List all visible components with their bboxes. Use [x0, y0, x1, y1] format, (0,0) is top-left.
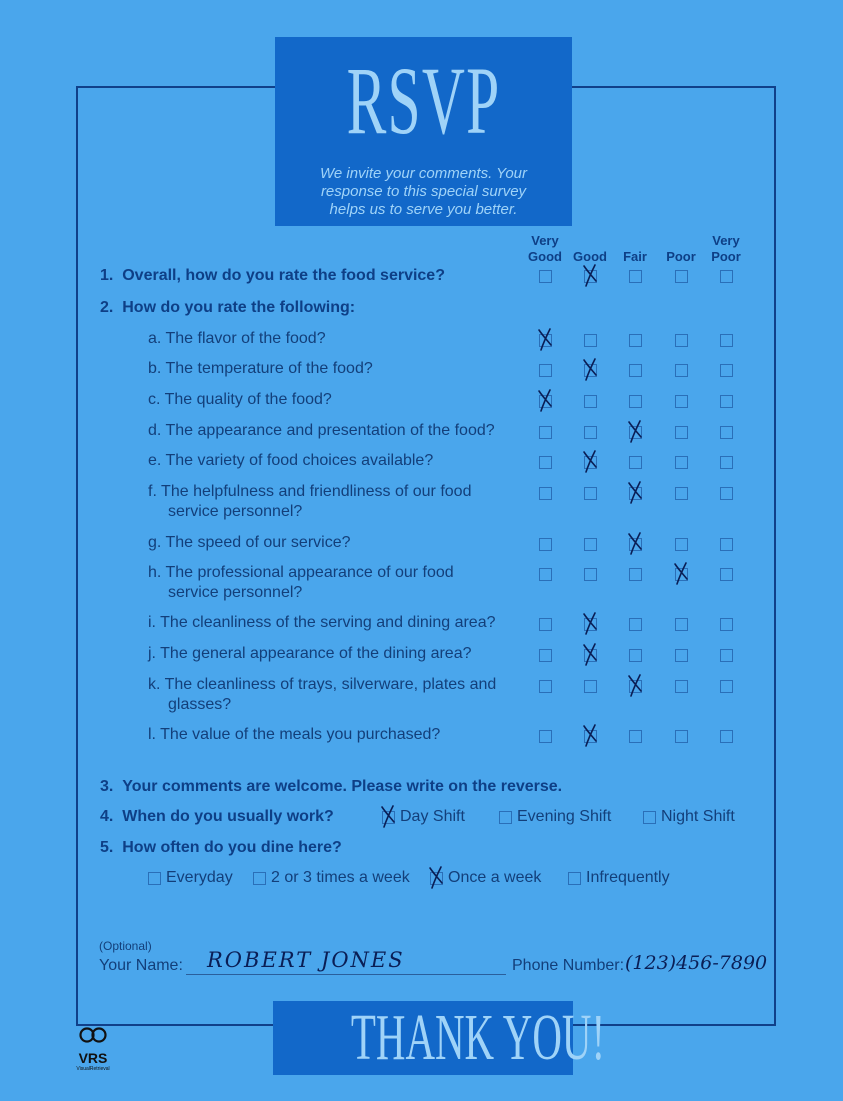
question-2: 2. How do you rate the following:: [100, 299, 356, 316]
sub-question: [148, 533, 351, 553]
sub-question-text: g. The speed of our service?: [148, 534, 351, 551]
column-header-line: [568, 233, 612, 249]
rating-checkbox[interactable]: [720, 426, 733, 439]
rating-column-header: [613, 233, 657, 265]
name-line: [186, 974, 506, 975]
rating-checkbox[interactable]: [584, 568, 597, 581]
option-checkbox[interactable]: [148, 872, 161, 885]
logo-tagline: VisualRetrieval: [76, 1066, 110, 1072]
x-check-mark: [580, 722, 600, 748]
sub-question: [148, 390, 332, 410]
option-label: Evening Shift: [517, 808, 612, 825]
x-check-mark: [625, 479, 645, 505]
sub-question: [148, 451, 433, 471]
rating-checkbox[interactable]: [720, 270, 733, 283]
rating-checkbox[interactable]: [539, 618, 552, 631]
sub-question-text: c. The quality of the food?: [148, 391, 332, 408]
rating-checkbox[interactable]: [629, 334, 642, 347]
rating-checkbox[interactable]: [629, 270, 642, 283]
rating-checkbox[interactable]: [675, 538, 688, 551]
optional-label: (Optional): [99, 939, 152, 953]
option-label: Day Shift: [400, 808, 465, 825]
rating-checkbox[interactable]: [539, 270, 552, 283]
sub-question-text: service personnel?: [168, 584, 303, 601]
rating-checkbox[interactable]: [584, 395, 597, 408]
sub-question: [148, 329, 326, 349]
rating-checkbox[interactable]: [720, 334, 733, 347]
rating-checkbox[interactable]: [675, 649, 688, 662]
rating-checkbox[interactable]: [720, 364, 733, 377]
sub-question-text: j. The general appearance of the dining area?: [148, 645, 472, 662]
rating-checkbox[interactable]: [629, 456, 642, 469]
question-5: 5. How often do you dine here?: [100, 839, 342, 856]
rating-checkbox[interactable]: [539, 568, 552, 581]
rating-checkbox[interactable]: [584, 538, 597, 551]
sub-question: [148, 613, 495, 633]
sub-question-text: glasses?: [168, 696, 232, 713]
sub-question: [148, 421, 495, 441]
option-label: Everyday: [166, 869, 233, 886]
sub-question: [148, 725, 440, 745]
vrs-logo: [70, 1027, 116, 1073]
rating-checkbox[interactable]: [584, 680, 597, 693]
rating-checkbox[interactable]: [675, 680, 688, 693]
question-1: 1. Overall, how do you rate the food service?: [100, 267, 445, 284]
rating-checkbox[interactable]: [629, 364, 642, 377]
rating-checkbox[interactable]: [539, 364, 552, 377]
rating-checkbox[interactable]: [629, 568, 642, 581]
rating-checkbox[interactable]: [675, 364, 688, 377]
sub-question-text: service personnel?: [168, 503, 303, 520]
x-check-mark: [671, 560, 691, 586]
phone-label: Phone Number:: [512, 957, 625, 974]
rating-checkbox[interactable]: [720, 487, 733, 500]
rating-checkbox[interactable]: [539, 538, 552, 551]
rating-checkbox[interactable]: [675, 618, 688, 631]
rating-checkbox[interactable]: [584, 487, 597, 500]
rating-checkbox[interactable]: [539, 456, 552, 469]
rating-checkbox[interactable]: [720, 730, 733, 743]
rating-checkbox[interactable]: [720, 649, 733, 662]
rsvp-banner: [275, 37, 572, 226]
rating-checkbox[interactable]: [720, 680, 733, 693]
subtitle-line: response to this special survey: [320, 183, 527, 200]
x-check-mark: [580, 356, 600, 382]
sub-question-text: i. The cleanliness of the serving and dining area?: [148, 614, 496, 631]
option-checkbox[interactable]: [499, 811, 512, 824]
x-check-mark: [625, 530, 645, 556]
rating-checkbox[interactable]: [675, 270, 688, 283]
sub-question-text: b. The temperature of the food?: [148, 360, 373, 377]
x-check-mark: [625, 418, 645, 444]
x-check-mark: [426, 864, 446, 890]
rating-checkbox[interactable]: [539, 680, 552, 693]
sub-question-text: f. The helpfulness and friendliness of our food: [148, 483, 472, 500]
option-checkbox[interactable]: [643, 811, 656, 824]
column-header-line: Very: [712, 233, 740, 248]
sub-question: [148, 563, 454, 603]
rating-column-header: [704, 233, 748, 265]
form-subtitle: [275, 165, 572, 219]
column-header-line: [659, 233, 703, 249]
option-checkbox[interactable]: [253, 872, 266, 885]
subtitle-line: helps us to serve you better.: [329, 201, 518, 218]
rating-checkbox[interactable]: [675, 334, 688, 347]
rating-checkbox[interactable]: [675, 456, 688, 469]
rating-checkbox[interactable]: [720, 395, 733, 408]
x-check-mark: [580, 641, 600, 667]
rating-checkbox[interactable]: [584, 426, 597, 439]
form-title: RSVP: [346, 47, 501, 154]
x-check-mark: [378, 803, 398, 829]
sub-question: [148, 482, 471, 522]
rating-column-header: [523, 233, 567, 265]
sub-question-text: a. The flavor of the food?: [148, 330, 326, 347]
phone-field[interactable]: (123)456-7890: [625, 952, 768, 974]
column-header-line: Very: [531, 233, 559, 248]
rating-column-header: [568, 233, 612, 265]
option-label: Infrequently: [586, 869, 670, 886]
rating-checkbox[interactable]: [629, 649, 642, 662]
question-4: 4. When do you usually work?: [100, 808, 334, 825]
rating-checkbox[interactable]: [629, 618, 642, 631]
name-field[interactable]: ROBERT JONES: [207, 948, 405, 972]
rating-checkbox[interactable]: [539, 487, 552, 500]
sub-question: [148, 675, 496, 715]
name-label: Your Name:: [99, 957, 183, 974]
rating-checkbox[interactable]: [629, 730, 642, 743]
rating-checkbox[interactable]: [720, 456, 733, 469]
sub-question-text: e. The variety of food choices available?: [148, 452, 434, 469]
sub-question-text: h. The professional appearance of our food: [148, 564, 454, 581]
x-check-mark: [535, 387, 555, 413]
option-checkbox[interactable]: [568, 872, 581, 885]
rating-checkbox[interactable]: [720, 568, 733, 581]
rating-checkbox[interactable]: [675, 395, 688, 408]
sub-question-text: l. The value of the meals you purchased?: [148, 726, 441, 743]
option-label: Once a week: [448, 869, 542, 886]
rating-checkbox[interactable]: [584, 334, 597, 347]
rating-checkbox[interactable]: [675, 426, 688, 439]
rating-checkbox[interactable]: [720, 618, 733, 631]
column-header-line: [613, 233, 657, 249]
thank-you-banner: [273, 1001, 606, 1075]
option-label: Night Shift: [661, 808, 735, 825]
column-header-line: Good: [528, 249, 562, 264]
x-check-mark: [580, 448, 600, 474]
sub-question-text: k. The cleanliness of trays, silverware, plates and: [148, 676, 497, 693]
logo-text: VRS: [78, 1050, 108, 1066]
rings-icon: [78, 1027, 108, 1043]
x-check-mark: [580, 262, 600, 288]
column-header-line: Good: [573, 249, 607, 264]
question-3: 3. Your comments are welcome. Please write on the reverse.: [100, 778, 563, 795]
sub-question: [148, 359, 373, 379]
subtitle-line: We invite your comments. Your: [319, 165, 528, 182]
sub-question: [148, 644, 472, 664]
rating-checkbox[interactable]: [539, 730, 552, 743]
sub-question-text: d. The appearance and presentation of the food?: [148, 422, 495, 439]
rating-checkbox[interactable]: [675, 487, 688, 500]
column-header-line: Fair: [623, 249, 647, 264]
rating-checkbox[interactable]: [720, 538, 733, 551]
x-check-mark: [625, 672, 645, 698]
rating-checkbox[interactable]: [539, 426, 552, 439]
thank-you-text: THANK YOU!: [350, 1001, 606, 1074]
x-check-mark: [580, 610, 600, 636]
column-header-line: Poor: [711, 249, 741, 264]
column-header-line: Poor: [666, 249, 696, 264]
rating-checkbox[interactable]: [539, 649, 552, 662]
rating-column-header: [659, 233, 703, 265]
option-label: 2 or 3 times a week: [271, 869, 410, 886]
rating-checkbox[interactable]: [629, 395, 642, 408]
x-check-mark: [535, 326, 555, 352]
rating-checkbox[interactable]: [675, 730, 688, 743]
